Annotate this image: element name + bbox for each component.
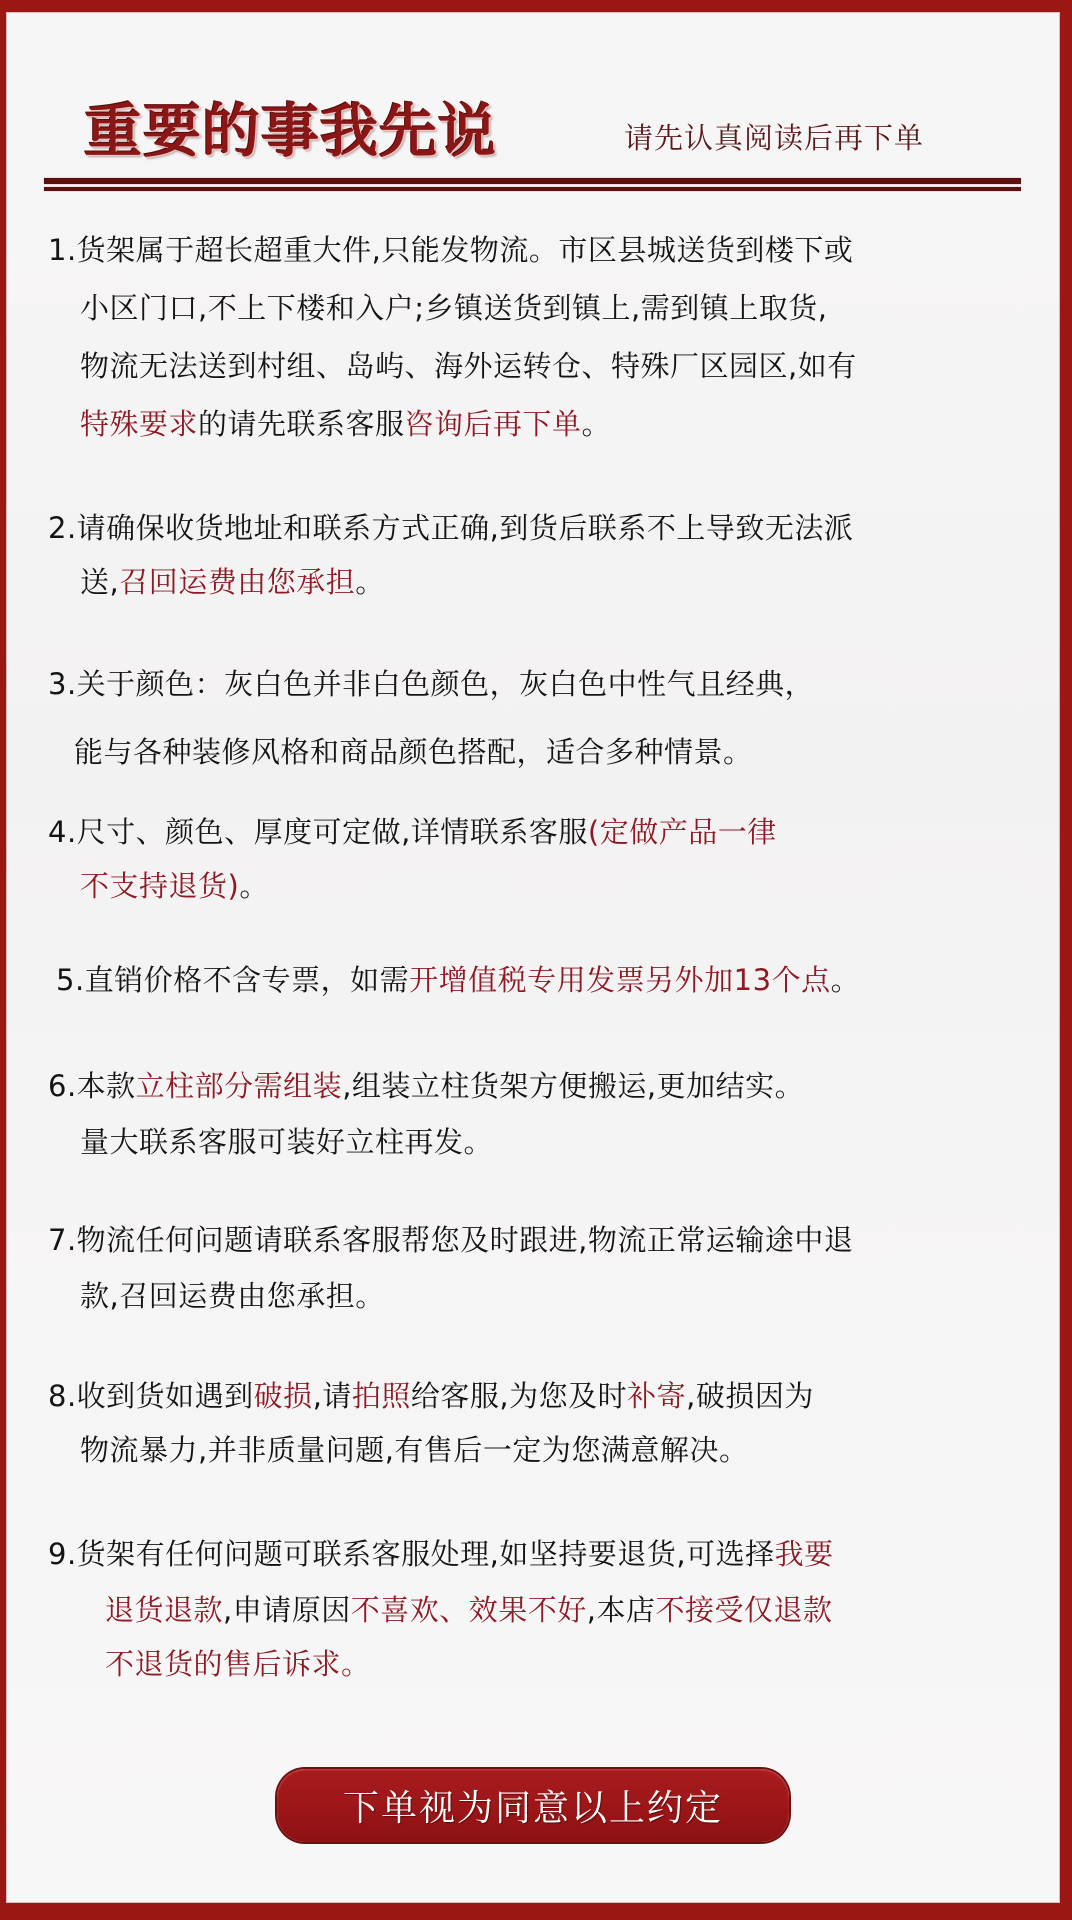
notice-text: 能与各种装修风格和商品颜色搭配，适合多种情景。 <box>74 735 753 769</box>
notice-item-8-line-2 <box>80 1430 748 1470</box>
notice-text: 款,召回运费由您承担。 <box>80 1279 385 1313</box>
notice-item-4-line-2 <box>80 866 269 906</box>
notice-text: ,组装立柱货架方便搬运,更加结实。 <box>342 1069 805 1103</box>
notice-text: 。 <box>239 869 269 903</box>
highlight-text: 不接受仅退款 <box>655 1593 833 1627</box>
highlight-text: 我要 <box>774 1537 834 1571</box>
header-divider-thick <box>44 178 1021 184</box>
notice-text: ,请 <box>312 1379 352 1413</box>
notice-item-9-line-2 <box>105 1590 832 1630</box>
agree-terms-button[interactable] <box>277 1769 789 1842</box>
notice-text: 8.收到货如遇到 <box>48 1379 254 1413</box>
notice-text: 物流无法送到村组、岛屿、海外运转仓、特殊厂区园区,如有 <box>80 349 857 383</box>
notice-item-7-line-1 <box>48 1220 853 1260</box>
notice-text: 4.尺寸、颜色、厚度可定做,详情联系客服 <box>48 815 588 849</box>
notice-text: 5.直销价格不含专票，如需 <box>56 963 410 997</box>
highlight-text: 召回运费由您承担 <box>119 565 356 599</box>
notice-item-8-line-1 <box>48 1376 814 1416</box>
page-subtitle: 请先认真阅读后再下单 <box>624 121 925 155</box>
notice-text: 。 <box>355 565 385 599</box>
notice-item-1-line-2 <box>80 288 827 328</box>
agree-terms-label: 下单视为同意以上约定 <box>342 1788 723 1829</box>
notice-text: 3.关于颜色：灰白色并非白色颜色，灰白色中性气且经典， <box>48 667 815 701</box>
notice-text: 6.本款 <box>48 1069 136 1103</box>
notice-item-5-line-1 <box>56 960 860 1000</box>
page-title: 重要的事我先说 <box>84 97 498 165</box>
notice-text: 量大联系客服可装好立柱再发。 <box>80 1125 494 1159</box>
notice-item-4-line-1 <box>48 812 777 852</box>
notice-text: 7.物流任何问题请联系客服帮您及时跟进,物流正常运输途中退 <box>48 1223 854 1257</box>
notice-text: 9.货架有任何问题可联系客服处理,如坚持要退货,可选择 <box>48 1537 775 1571</box>
highlight-text: 特殊要求 <box>80 407 199 441</box>
notice-item-1-line-1 <box>48 230 853 270</box>
highlight-text: 咨询后再下单 <box>404 407 582 441</box>
notice-item-1-line-3 <box>80 346 857 386</box>
highlight-text: (定做产品一律 <box>587 815 777 849</box>
highlight-text: 破损 <box>253 1379 313 1413</box>
notice-item-7-line-2 <box>80 1276 385 1316</box>
highlight-text: 退货退款 <box>105 1593 224 1627</box>
notice-text: 给客服,为您及时 <box>410 1379 628 1413</box>
notice-text: 物流暴力,并非质量问题,有售后一定为您满意解决。 <box>80 1433 749 1467</box>
notice-text: ,破损因为 <box>686 1379 814 1413</box>
notice-item-1-line-4 <box>80 404 611 444</box>
notice-item-6-line-2 <box>80 1122 493 1162</box>
notice-item-9-line-3 <box>105 1644 371 1684</box>
notice-text: 1.货架属于超长超重大件,只能发物流。市区县城送货到楼下或 <box>48 233 854 267</box>
notice-item-2-line-2 <box>80 562 385 602</box>
notice-item-3-line-1 <box>48 664 814 704</box>
notice-text: 送, <box>80 565 120 599</box>
notice-item-6-line-1 <box>48 1066 804 1106</box>
notice-item-3-line-2 <box>74 732 753 772</box>
notice-text: ,本店 <box>586 1593 656 1627</box>
highlight-text: 补寄 <box>627 1379 687 1413</box>
notice-item-2-line-1 <box>48 508 853 548</box>
notice-text: 。 <box>581 407 612 441</box>
highlight-text: 开增值税专用发票另外加13个点 <box>409 963 831 997</box>
notice-text: 。 <box>830 963 861 997</box>
highlight-text: 不喜欢、效果不好 <box>350 1593 587 1627</box>
header-divider-thin <box>44 187 1021 191</box>
highlight-text: 拍照 <box>351 1379 411 1413</box>
highlight-text: 不支持退货) <box>80 869 240 903</box>
notice-item-9-line-1 <box>48 1534 834 1574</box>
highlight-text: 立柱部分需组装 <box>135 1069 343 1103</box>
highlight-text: 不退货的售后诉求。 <box>105 1647 371 1681</box>
notice-text: 小区门口,不上下楼和入户;乡镇送货到镇上,需到镇上取货, <box>80 291 828 325</box>
notice-text: 的请先联系客服 <box>198 407 405 441</box>
notice-text: 2.请确保收货地址和联系方式正确,到货后联系不上导致无法派 <box>48 511 854 545</box>
notice-text: ,申请原因 <box>223 1593 351 1627</box>
